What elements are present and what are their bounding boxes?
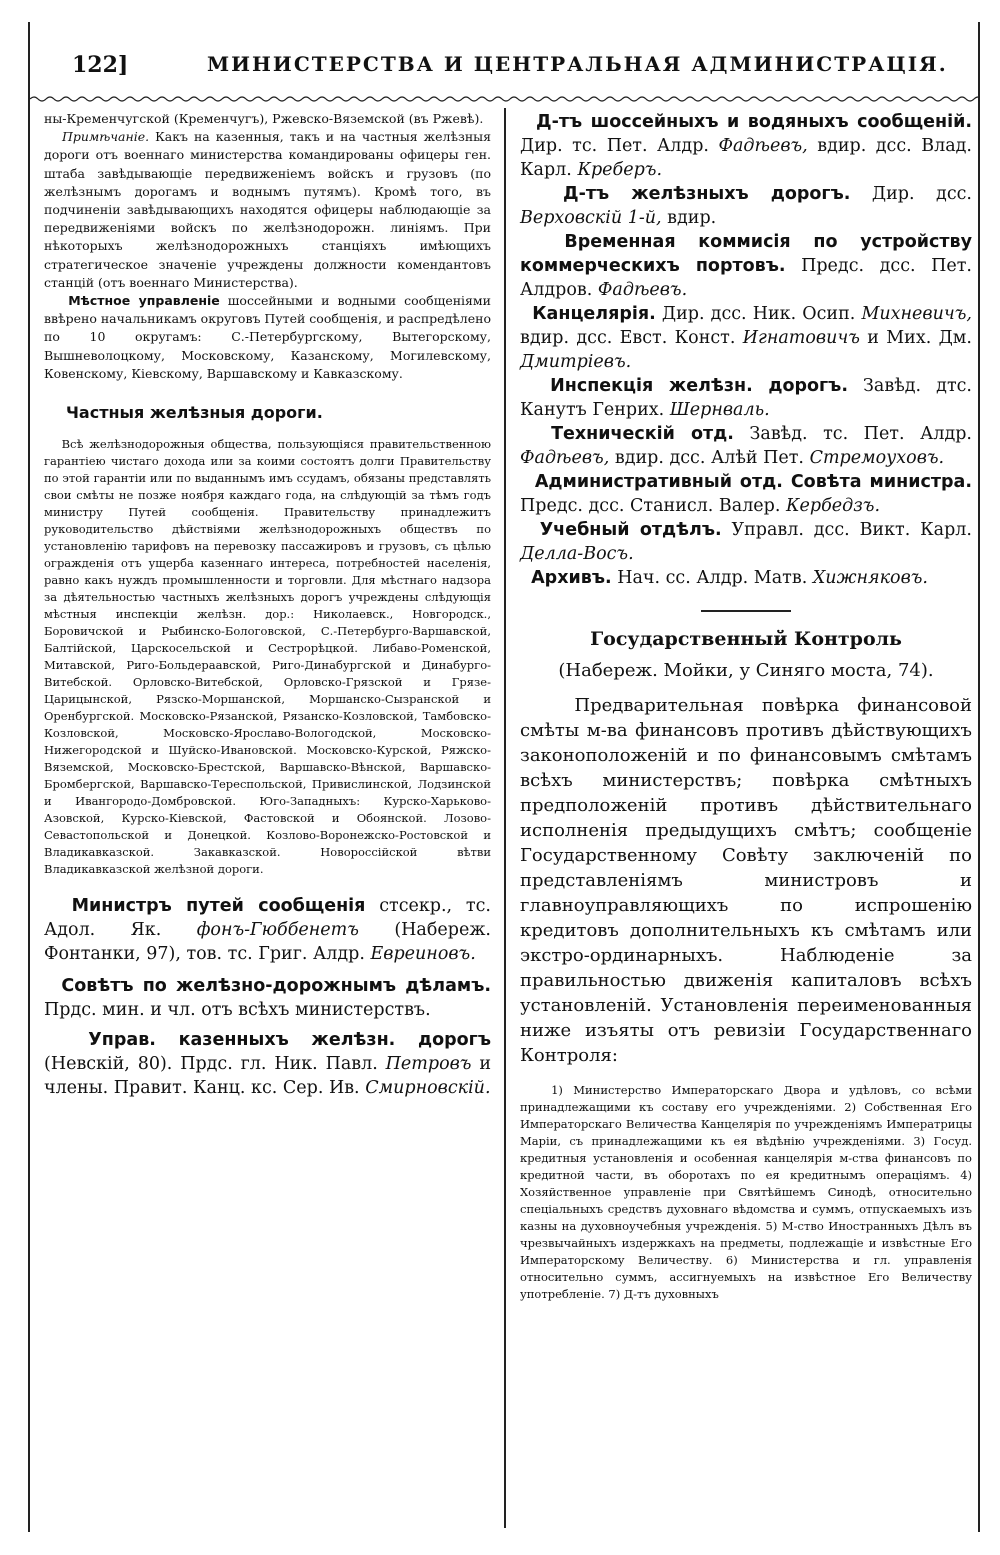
left-paragraph-continuation: ны-Кременчугской (Кременчугъ), Ржевско-Вяземской (въ Ржевѣ). <box>44 111 484 126</box>
right-column <box>520 110 972 1303</box>
note-label: Примѣчаніе. <box>61 129 150 145</box>
column-separator <box>504 108 506 1528</box>
local-admin-paragraph: Мѣстное управленіе шоссейными и водными сообщеніями ввѣрено начальникамъ округовъ Путей сообщенія, и распредѣлено по 10 округамъ: С.-Петербургскому, Вытегорскому, Вышневолоцкому, Московскому, Казанскому, Могилевскому, Ковенскому, Кіевскому, Варшавскому и Кавказскому. <box>44 293 491 381</box>
state-railways-admin-entry: Управ. казенныхъ желѣзн. дорогъ (Невскій, 80). Прдс. гл. Ник. Павл. Петровъ и члены. Правит. Канц. кс. Сер. Ив. Смирновскій. <box>44 1030 491 1099</box>
education-dept: Учебный отдѣлъ. Управл. дсс. Викт. Карл. Делла-Восъ. <box>520 520 972 564</box>
running-title: МИНИСТЕРСТВА И ЦЕНТРАЛЬНАЯ АДМИНИСТРАЦІЯ. <box>207 52 948 76</box>
private-railways-heading: Частныя желѣзныя дороги. <box>66 403 323 423</box>
council-entry: Совѣтъ по желѣзно-дорожнымъ дѣламъ. Прдс. мин. и чл. отъ всѣхъ министерствъ. <box>44 976 491 1021</box>
state-control-text: Предварительная повѣрка финансовой смѣты м-ва финансовъ противъ дѣйствующихъ законоположеній и по финансовымъ смѣтамъ всѣхъ министерствъ; повѣрка смѣтныхъ предположеній противъ дѣйствительнаго исполненія предыдущихъ смѣтъ; сообщеніе Государственному Совѣту заключеній по представленіямъ министровъ и главноуправляющихъ по испрошенію кредитовъ дополнительныхъ къ смѣтамъ или экстро-ординарныхъ. Наблюденіе за правильностью движенія капиталовъ всѣхъ установленій. Установленія переименованныя ниже изъяты отъ ревизіи Государственнаго Контроля: <box>520 695 972 1066</box>
archive: Архивъ. Нач. сс. Алдр. Матв. Хижняковъ. <box>531 568 928 588</box>
ports-commission: Временная коммисія по устройству коммерческихъ портовъ. Предс. дсс. Пет. Алдров. Фадѣевъ. <box>520 232 972 300</box>
page-frame <box>28 22 980 1532</box>
exempt-institutions-list: 1) Министерство Императорскаго Двора и удѣловъ, со всѣми принадлежащими къ составу его учрежденіями. 2) Собственная Его Императорскаго Величества Канцелярія по учрежденіямъ Императрицы Маріи, съ принадлежащими къ ея вѣдѣнію учрежденіями. 3) Госуд. кредитныя установленія и особенная канцелярія м-ства финансовъ по кредитной части, въ оборотахъ по ея кредитнымъ операціямъ. 4) Хозяйственное управленіе при Святѣйшемъ Синодѣ, относительно спеціальныхъ средствъ духовнаго вѣдомства и суммъ, отпускаемыхъ изъ казны на духовноучебныя учрежденія. 5) М-ство Иностранныхъ Дѣлъ въ чрезвычайныхъ издержкахъ на предметы, подлежащіе и извѣстные Его Императорскому Величеству. 6) Министерства и гл. управленія относительно суммъ, ассигнуемыхъ на извѣстное Его Величеству употребленіе. 7) Д-тъ духовныхъ <box>520 1083 972 1301</box>
left-column <box>44 110 491 1100</box>
page-header <box>42 50 966 84</box>
note-paragraph: Примѣчаніе. Какъ на казенныя, такъ и на частныя желѣзныя дороги отъ военнаго министерства командированы офицеры ген. штаба завѣдывающіе передвиженіемъ войскъ и грузовъ (по желѣзнымъ дорогамъ и воднымъ путямъ). Кромѣ того, въ подчиненіи завѣдывающихъ находятся офицеры наблюдающіе за передвиженіями войскъ по желѣзнодорожн. линіямъ. При нѣкоторыхъ желѣзнодорожныхъ станціяхъ имѣющихъ стратегическое значеніе учреждены должности комендантовъ станцій (отъ военнаго Министерства). <box>44 129 491 290</box>
minister-entry: Министръ путей сообщенія стсекр., тс. Адол. Як. фонъ-Гюббенетъ (Набереж. Фонтанки, 97), тов. тс. Григ. Алдр. Евреиновъ. <box>44 896 491 965</box>
private-railways-text: Всѣ желѣзнодорожныя общества, пользующіяся правительственною гарантіею чистаго дохода или за коими состоятъ долги Правительству по этой гарантіи или по выданнымъ имъ ссудамъ, обязаны представлять свои смѣты не позже ноября каждаго года, на слѣдующій за тѣмъ годъ министру Путей сообщенія. Правительству принадлежитъ руководительство дѣйствіями желѣзнодорожныхъ обществъ по установленію тарифовъ на перевозку пассажировъ и грузовъ, съ цѣлью огражденія отъ ущерба казеннаго интереса, потребностей населенія, равно какъ нуждъ промышленности и торговли. Для мѣстнаго надзора за дѣятельностью частныхъ желѣзныхъ дорогъ учреждены слѣдующія мѣстныя инспекціи желѣзн. дор.: Николаевск., Новгородск., Боровичской и Рыбинско-Бологовской, С.-Петербурго-Варшавской, Балтійской, Царскосельской и Сестрорѣцкой. Либаво-Роменской, Митавской, Риго-Больдераавской, Риго-Динабургской и Динабурго-Витебской. Орловско-Витебской, Орловско-Грязской и Грязе-Царицынской, Рязско-Моршанской, Моршанско-Сызранской и Оренбургской. Московско-Рязанской, Рязанско-Козловской, Тамбовско-Козловской, Московско-Ярославо-Вологодской, Московско-Нижегородской и Шуйско-Ивановской. Московско-Курской, Ряжско-Вяземской, Московско-Брестской, Варшавско-Вѣнской, Варшавско-Бромбергской, Варшавско-Тереспольской, Привислинской, Лодзинской и Ивангородо-Домбровской. Юго-Западныхъ: Курско-Харьково-Азовской, Курско-Кіевской, Фастовской и Обоянской. Лозово-Севастопольской и Донецкой. Козлово-Воронежско-Ростовской и Владикавказской. Закавказской. Новороссійской вѣтви Владикавказской желѣзной дороги. <box>44 437 492 877</box>
administrative-dept: Административный отд. Совѣта министра. Предс. дсс. Станисл. Валер. Кербедзъ. <box>520 472 972 516</box>
page-number: 122] <box>72 52 129 78</box>
local-admin-lead: Мѣстное управленіе <box>68 293 220 309</box>
dept-railways: Д-тъ желѣзныхъ дорогъ. Дир. дсс. Верховскій 1-й, вдир. <box>520 184 972 228</box>
state-control-address: (Набереж. Мойки, у Синяго моста, 74). <box>558 660 934 681</box>
section-divider <box>701 610 791 612</box>
chancellery: Канцелярія. Дир. дсс. Ник. Осип. Михневичъ, вдир. дсс. Евст. Конст. Игнатовичъ и Мих. Дм. Дмитріевъ. <box>520 304 972 372</box>
technical-dept: Техническій отд. Завѣд. тс. Пет. Алдр. Фадѣевъ, вдир. дсс. Алѣй Пет. Стремоуховъ. <box>520 424 972 468</box>
header-wavy-rule <box>30 94 978 104</box>
dept-highways-waterways: Д-тъ шоссейныхъ и водяныхъ сообщеній. Дир. тс. Пет. Алдр. Фадѣевъ, вдир. дсс. Влад. Карл. Креберъ. <box>520 112 972 180</box>
state-control-heading: Государственный Контроль <box>590 628 902 650</box>
railway-inspection: Инспекція желѣзн. дорогъ. Завѣд. дтс. Канутъ Генрих. Шернваль. <box>520 376 972 420</box>
